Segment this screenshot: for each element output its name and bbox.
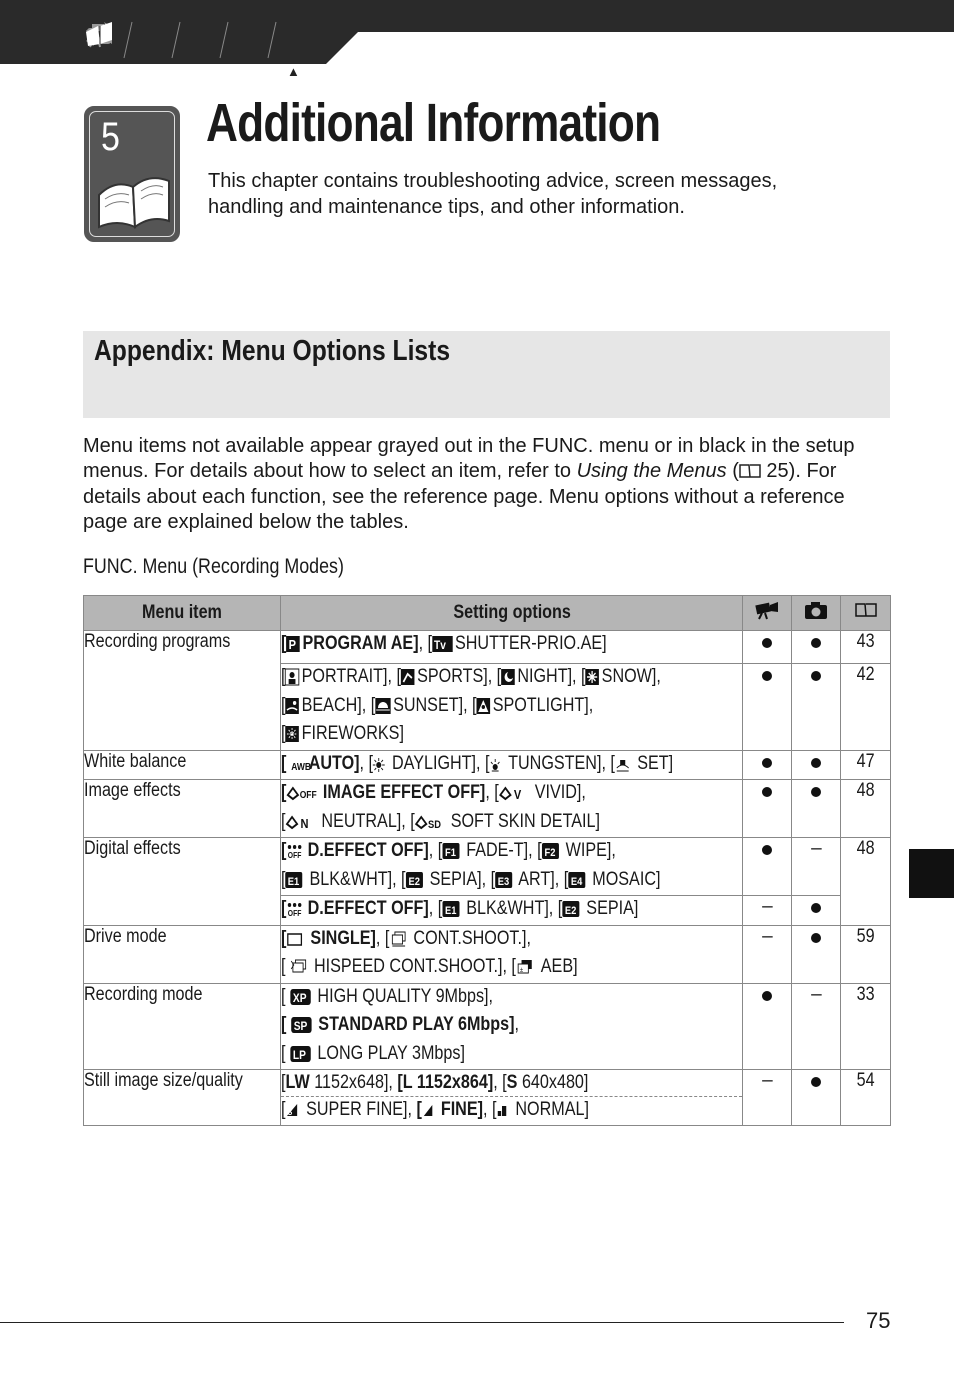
available-dot bbox=[811, 671, 821, 681]
available-dot bbox=[762, 991, 772, 1001]
setting-options-cell: [ XP HIGH QUALITY 9Mbps], [ SP STANDARD PLAY 6Mbps], [ LP LONG PLAY 3Mbps] bbox=[281, 983, 743, 1070]
svg-text:S: S bbox=[288, 1106, 293, 1117]
col-header-setting-options: Setting options bbox=[281, 596, 743, 631]
appendix-body bbox=[83, 434, 883, 535]
menu-item-cell: Digital effects bbox=[84, 838, 281, 926]
svg-text:E2: E2 bbox=[564, 905, 577, 918]
unavailable-dash: – bbox=[811, 838, 822, 859]
svg-text:E1: E1 bbox=[288, 875, 300, 888]
custom-wb-icon bbox=[615, 754, 630, 780]
table-header-row bbox=[84, 596, 891, 631]
beach-icon bbox=[286, 696, 300, 722]
svg-text:±: ± bbox=[520, 966, 524, 975]
e2-icon bbox=[406, 870, 423, 896]
available-dot bbox=[811, 1077, 821, 1087]
setting-options-cell: [LW 1152x648], [L 1152x864], [S 640x480] bbox=[281, 1070, 743, 1097]
svg-text:SD: SD bbox=[428, 818, 442, 831]
normal-icon bbox=[497, 1100, 509, 1126]
e2-icon bbox=[562, 899, 579, 925]
page-ref: 54 bbox=[841, 1070, 891, 1126]
svg-text:XP: XP bbox=[292, 991, 307, 1005]
appendix-title: Appendix: Menu Options Lists bbox=[94, 335, 451, 367]
table-row bbox=[84, 925, 891, 983]
chapter-number: 5 bbox=[101, 115, 120, 159]
footer-rule bbox=[0, 1322, 844, 1323]
svg-text:SP: SP bbox=[293, 1020, 308, 1034]
awb-icon bbox=[290, 754, 311, 780]
e3-icon bbox=[495, 870, 512, 896]
setting-options-cell: [ P PROGRAM AE], [ Tv SHUTTER-PRIO.AE] bbox=[281, 631, 743, 664]
transfer-arrows-icon[interactable] bbox=[228, 20, 274, 60]
unavailable-dash: – bbox=[762, 1070, 773, 1091]
table-row bbox=[84, 750, 891, 780]
fine-icon bbox=[422, 1100, 434, 1126]
fireworks-icon bbox=[286, 724, 300, 750]
unavailable-dash: – bbox=[762, 896, 773, 917]
movie-camera-icon[interactable] bbox=[132, 20, 178, 60]
daylight-icon bbox=[373, 754, 385, 780]
neutral-icon bbox=[286, 812, 315, 838]
svg-text:N: N bbox=[300, 815, 309, 831]
spotlight-icon bbox=[477, 696, 491, 722]
available-dot bbox=[811, 903, 821, 913]
unavailable-dash: – bbox=[811, 983, 822, 1005]
body-link-using-menus: Using the Menus bbox=[576, 460, 727, 483]
svg-text:P: P bbox=[289, 637, 297, 653]
xp-icon bbox=[290, 987, 310, 1013]
available-dot bbox=[811, 933, 821, 943]
book-ref-icon bbox=[855, 602, 877, 618]
svg-text:F1: F1 bbox=[444, 847, 456, 860]
aeb-icon bbox=[516, 957, 535, 983]
svg-text:LP: LP bbox=[292, 1048, 306, 1062]
program-ae-icon bbox=[286, 634, 300, 660]
page-ref: 43 bbox=[841, 631, 891, 664]
available-dot bbox=[811, 758, 821, 768]
setting-options-cell: [ OFF D.EFFECT OFF], [ F1 FADE-T], [ F2 WIPE], [ E1 BLK&WHT], [ E2 SEPIA], [ E3 ART], [ E4 MOSAIC] bbox=[281, 838, 743, 896]
menu-item-cell: Still image size/quality bbox=[84, 1070, 281, 1126]
chapter-nav-bar bbox=[0, 0, 954, 64]
body-text-a: Menu items not available appear grayed out in the FUNC. menu or in black in the setup menus. For details about how to select an item, refer to bbox=[83, 435, 855, 483]
open-book-icon[interactable] bbox=[276, 20, 322, 60]
menu-item-cell: White balance bbox=[84, 750, 281, 780]
svg-text:OFF: OFF bbox=[288, 908, 302, 919]
sunset-icon bbox=[375, 696, 390, 722]
shutter-priority-icon bbox=[432, 634, 452, 660]
chapter-badge bbox=[84, 106, 180, 242]
snow-icon bbox=[586, 667, 600, 693]
col-header-still bbox=[792, 596, 841, 631]
setting-options-cell: [ PORTRAIT], [ SPORTS], [ NIGHT], [ SNOW], [ BEACH], [ SUNSET], [ SPOTLIGHT], [ FIREWORKS] bbox=[281, 664, 743, 751]
movie-camera-icon bbox=[754, 600, 780, 620]
svg-text:E4: E4 bbox=[570, 875, 583, 888]
menu-item-cell: Recording programs bbox=[84, 631, 281, 751]
e4-icon bbox=[568, 870, 585, 896]
sp-icon bbox=[291, 1015, 311, 1041]
e1-icon bbox=[442, 899, 459, 925]
setting-options-cell: [ OFF D.EFFECT OFF], [ E1 BLK&WHT], [ E2 SEPIA] bbox=[281, 896, 743, 926]
soft-skin-icon bbox=[415, 812, 444, 838]
table-row bbox=[84, 838, 891, 896]
page-ref: 42 bbox=[841, 664, 891, 751]
available-dot bbox=[762, 758, 772, 768]
unavailable-dash: – bbox=[762, 925, 773, 947]
appendix-header-box bbox=[83, 331, 890, 418]
col-header-menu-item: Menu item bbox=[84, 596, 281, 631]
table-row bbox=[84, 1070, 891, 1097]
svg-text:OFF: OFF bbox=[288, 850, 302, 861]
page-number: 75 bbox=[866, 1308, 891, 1333]
tungsten-icon bbox=[490, 754, 502, 780]
page-ref: 33 bbox=[841, 983, 891, 1070]
svg-text:V: V bbox=[514, 787, 522, 803]
setting-options-cell: [ S SUPER FINE], [ FINE], [ NORMAL] bbox=[281, 1096, 743, 1126]
portrait-icon bbox=[286, 667, 300, 693]
e1-icon bbox=[286, 870, 303, 896]
hispeed-cont-icon bbox=[290, 957, 307, 983]
cont-shoot-icon bbox=[389, 929, 406, 955]
available-dot bbox=[762, 787, 772, 797]
page-ref: 47 bbox=[841, 750, 891, 780]
book-ref-icon bbox=[739, 463, 761, 479]
body-text-b: ( bbox=[726, 460, 739, 483]
page-ref: 48 bbox=[841, 838, 891, 926]
still-camera-icon bbox=[803, 600, 829, 620]
single-shot-icon bbox=[286, 929, 303, 955]
svg-text:E2: E2 bbox=[408, 875, 420, 888]
sports-icon bbox=[401, 667, 415, 693]
col-header-movie bbox=[743, 596, 792, 631]
func-menu-subtitle: FUNC. Menu (Recording Modes) bbox=[83, 555, 344, 578]
setting-options-cell: [ AWB AUTO], [ DAYLIGHT], [ TUNGSTEN], [ SET] bbox=[281, 750, 743, 780]
setting-options-cell: [ SINGLE], [ CONT.SHOOT.], [ HISPEED CONT.SHOOT.], [ ± AEB] bbox=[281, 925, 743, 983]
menu-item-cell: Image effects bbox=[84, 780, 281, 838]
table-row bbox=[84, 780, 891, 838]
chapter-title: Additional Information bbox=[206, 93, 661, 153]
vivid-icon bbox=[499, 783, 528, 809]
setting-options-cell: [ OFF IMAGE EFFECT OFF], [ V VIVID], [ N NEUTRAL], [ SD SOFT SKIN DETAIL] bbox=[281, 780, 743, 838]
page-ref: 48 bbox=[841, 780, 891, 838]
chapter-thumb-tab bbox=[909, 849, 954, 898]
col-header-reference bbox=[841, 596, 891, 631]
page-ref: 59 bbox=[841, 925, 891, 983]
still-camera-icon[interactable] bbox=[180, 20, 226, 60]
available-dot bbox=[762, 845, 772, 855]
body-text-ref: 25). For details about each function, see the reference page. Menu options without a reference page are explained below the tables. bbox=[83, 460, 845, 533]
svg-text:E1: E1 bbox=[444, 905, 457, 918]
f2-icon bbox=[542, 841, 559, 867]
menu-options-table bbox=[83, 595, 891, 1126]
deffect-off-icon bbox=[286, 899, 305, 925]
lp-icon bbox=[290, 1044, 310, 1070]
table-row bbox=[84, 631, 891, 664]
f1-icon bbox=[442, 841, 459, 867]
svg-text:F2: F2 bbox=[544, 847, 556, 860]
menu-item-cell: Drive mode bbox=[84, 925, 281, 983]
table-row bbox=[84, 983, 891, 1070]
menu-item-cell: Recording mode bbox=[84, 983, 281, 1070]
chapter-intro: This chapter contains troubleshooting advice, screen messages, handling and maintenance tips, and other information. bbox=[208, 170, 778, 218]
active-tab-pointer: ▲ bbox=[287, 64, 300, 79]
available-dot bbox=[811, 787, 821, 797]
available-dot bbox=[762, 638, 772, 648]
open-book-icon bbox=[95, 169, 173, 231]
night-icon bbox=[501, 667, 515, 693]
svg-text:E3: E3 bbox=[497, 875, 510, 888]
available-dot bbox=[811, 638, 821, 648]
effect-off-icon bbox=[286, 783, 320, 809]
svg-text:OFF: OFF bbox=[300, 789, 318, 801]
available-dot bbox=[762, 671, 772, 681]
superfine-icon bbox=[286, 1100, 300, 1126]
svg-text:Tv: Tv bbox=[433, 639, 446, 653]
deffect-off-icon bbox=[286, 841, 305, 867]
svg-text:AWB: AWB bbox=[290, 760, 311, 772]
